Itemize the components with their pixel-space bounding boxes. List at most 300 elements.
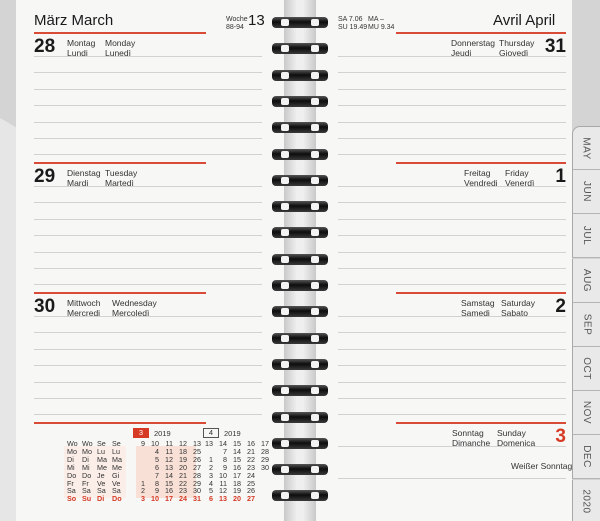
ring-hole xyxy=(311,98,319,105)
mini-cal-day: 6 xyxy=(155,462,159,472)
sun-line-2: SU 19.49 xyxy=(338,24,368,31)
day-name-en: Monday xyxy=(105,38,136,48)
mini-cal-day: 3 xyxy=(141,494,145,504)
ring-hole xyxy=(311,124,319,131)
ring-hole xyxy=(311,229,319,236)
writing-line xyxy=(34,138,262,139)
mini-cal-day-col xyxy=(215,448,227,503)
mini-cal-day: 28 xyxy=(261,447,269,456)
mini-cal-week-number: 15 xyxy=(233,439,241,448)
day-name-de-fr xyxy=(452,428,490,448)
mini-cal-day: 6 xyxy=(209,494,213,504)
mini-cal-day: 1 xyxy=(141,478,145,488)
header-rule-left xyxy=(34,32,206,34)
mini-cal-day: 15 xyxy=(233,454,241,464)
writing-line xyxy=(34,154,262,155)
writing-line xyxy=(338,219,566,220)
moon-line-1: MA – xyxy=(368,16,384,23)
mini-cal-day: 9 xyxy=(155,486,159,496)
writing-line xyxy=(338,202,566,203)
binding-ring xyxy=(272,201,328,212)
month-tab-label: DEC xyxy=(581,445,592,469)
writing-line xyxy=(338,478,566,479)
ring-hole xyxy=(311,414,319,421)
mini-cal-weekday: Me xyxy=(97,462,107,472)
mini-cal-day: 21 xyxy=(179,470,187,480)
ring-hole xyxy=(311,308,319,315)
mini-cal-weekday: Ma xyxy=(97,454,107,464)
mini-cal-day-col xyxy=(161,448,173,503)
writing-line xyxy=(34,89,262,90)
writing-line xyxy=(34,349,262,350)
ring-hole xyxy=(311,440,319,447)
mini-cal-day: 8 xyxy=(155,478,159,488)
mini-cal-year-2: 2019 xyxy=(224,429,241,438)
month-tab-dec[interactable] xyxy=(572,435,600,479)
mini-cal-weekday: Ve xyxy=(112,478,121,488)
mini-cal-day: 4 xyxy=(155,447,159,456)
ring-hole xyxy=(281,45,289,52)
mini-cal-day xyxy=(257,472,269,480)
mini-cal-day: 4 xyxy=(209,478,213,488)
mini-cal-day: 19 xyxy=(233,486,241,496)
mini-cal-weekday: Lu xyxy=(97,447,105,456)
binding-ring xyxy=(272,122,328,133)
day-name-de: Mittwoch xyxy=(67,298,101,308)
binding-ring xyxy=(272,96,328,107)
ring-hole xyxy=(281,72,289,79)
writing-line xyxy=(338,268,566,269)
mini-cal-weekday: Di xyxy=(97,494,105,504)
month-tab-may[interactable] xyxy=(572,126,600,170)
mini-cal-weekday: Ve xyxy=(97,478,106,488)
mini-cal-weekday: Do xyxy=(112,494,122,504)
day-name-it: Mercoledì xyxy=(112,308,150,318)
mini-cal-day: 17 xyxy=(233,470,241,480)
month-tab-label: OCT xyxy=(580,357,592,380)
ring-hole xyxy=(281,177,289,184)
mini-cal-day-col xyxy=(175,448,187,503)
binding-ring xyxy=(272,149,328,160)
writing-line xyxy=(338,332,566,333)
writing-line xyxy=(338,72,566,73)
day-rule-right xyxy=(396,422,566,424)
mini-cal-week-number: 12 xyxy=(179,439,187,448)
mini-cal-day-col xyxy=(147,448,159,503)
day-name-fr: Dimanche xyxy=(452,438,491,448)
day-name-de: Freitag xyxy=(464,168,491,178)
mini-cal-weekday: Sa xyxy=(82,486,91,496)
day-name-en: Thursday xyxy=(499,38,535,48)
mini-cal-weekday: Mi xyxy=(67,462,75,472)
day-number: 28 xyxy=(34,36,56,57)
ring-hole xyxy=(281,98,289,105)
binding-ring xyxy=(272,438,328,449)
ring-hole xyxy=(281,361,289,368)
mini-cal-week-number: 10 xyxy=(151,439,159,448)
binding-ring xyxy=(272,43,328,54)
mini-cal-weekday-col xyxy=(82,448,92,503)
writing-line xyxy=(34,284,262,285)
month-tab-2020[interactable] xyxy=(572,480,600,521)
minical-rule-left xyxy=(34,422,206,424)
day-name-it: Martedì xyxy=(105,178,134,188)
writing-line xyxy=(338,382,566,383)
writing-line xyxy=(34,122,262,123)
day-name-de: Sonntag xyxy=(452,428,484,438)
mini-cal-weekday: Mo xyxy=(82,447,92,456)
mini-cal-day: 23 xyxy=(179,486,187,496)
day-name-de: Donnerstag xyxy=(451,38,495,48)
ring-hole xyxy=(281,124,289,131)
mini-cal-day: 22 xyxy=(247,454,255,464)
writing-line xyxy=(338,252,566,253)
binding-ring xyxy=(272,464,328,475)
mini-cal-weekday-col xyxy=(112,448,122,503)
day-name-en-it xyxy=(499,38,534,58)
writing-line xyxy=(338,105,566,106)
day-name-de-fr xyxy=(67,168,101,188)
month-tab-jul[interactable] xyxy=(572,214,600,258)
mini-cal-day: 16 xyxy=(233,462,241,472)
mini-cal-day: 17 xyxy=(165,494,173,504)
writing-line xyxy=(34,235,262,236)
header-rule-right xyxy=(396,32,566,34)
day-name-en-it xyxy=(505,168,534,188)
ring-hole xyxy=(311,203,319,210)
mini-cal-day: 24 xyxy=(247,470,255,480)
writing-line xyxy=(34,398,262,399)
day-name-fr: Mardi xyxy=(67,178,89,188)
mini-cal-day: 10 xyxy=(151,494,159,504)
mini-cal-day: 13 xyxy=(165,462,173,472)
mini-cal-week-number: 17 xyxy=(261,439,269,448)
week-day-range: 88-94 xyxy=(226,24,244,31)
writing-line xyxy=(34,268,262,269)
mini-cal-day: 27 xyxy=(193,462,201,472)
ring-hole xyxy=(311,177,319,184)
writing-line xyxy=(34,414,262,415)
mini-cal-day xyxy=(257,480,269,488)
week-label-text: Woche xyxy=(226,16,248,23)
mini-cal-weekday: So xyxy=(67,494,77,504)
mini-cal-weekday: Me xyxy=(112,462,122,472)
day-name-it: Sabato xyxy=(501,308,528,318)
month-tab-label: MAY xyxy=(581,136,592,160)
mini-cal-weekday: Di xyxy=(67,454,74,464)
day-name-de: Montag xyxy=(67,38,96,48)
ring-hole xyxy=(311,466,319,473)
ring-hole xyxy=(281,335,289,342)
mini-cal-day: 9 xyxy=(223,462,227,472)
mini-cal-day-col xyxy=(243,448,255,503)
day-name-it: Lunedì xyxy=(105,48,131,58)
day-name-fr: Jeudi xyxy=(451,48,472,58)
mini-cal-day: 13 xyxy=(219,494,227,504)
month-tabs xyxy=(572,0,600,521)
ring-hole xyxy=(281,308,289,315)
ring-hole xyxy=(281,203,289,210)
mini-cal-day: 28 xyxy=(193,470,201,480)
writing-line xyxy=(338,89,566,90)
day-name-en-it xyxy=(497,428,535,448)
month-tab-jun[interactable] xyxy=(572,170,600,214)
day-name-de-fr xyxy=(461,298,495,318)
mini-cal-day: 5 xyxy=(155,454,159,464)
day-name-en-it xyxy=(501,298,535,318)
mini-cal-day: 18 xyxy=(179,447,187,456)
ring-hole xyxy=(281,151,289,158)
day-name-de: Samstag xyxy=(461,298,495,308)
moon-line-2: MU 9.34 xyxy=(368,24,395,31)
mini-cal-weekday: Sa xyxy=(67,486,76,496)
ring-hole xyxy=(311,387,319,394)
mini-cal-col-header: Wo xyxy=(82,439,93,448)
mini-cal-day: 14 xyxy=(165,470,173,480)
mini-cal-day: 11 xyxy=(165,447,173,456)
mini-cal-weekday: Di xyxy=(82,454,89,464)
day-name-fr: Samedi xyxy=(461,308,490,318)
mini-cal-col-header: Se xyxy=(112,439,121,448)
mini-cal-week-number: 14 xyxy=(219,439,227,448)
binding-ring xyxy=(272,333,328,344)
writing-line xyxy=(34,332,262,333)
ring-hole xyxy=(311,151,319,158)
ring-hole xyxy=(281,19,289,26)
mini-cal-week-number: 13 xyxy=(193,439,201,448)
day-number: 3 xyxy=(555,426,566,447)
mini-cal-day: 19 xyxy=(179,454,187,464)
mini-cal-day: 7 xyxy=(223,447,227,456)
day-name-it: Venerdì xyxy=(505,178,535,188)
mini-cal-day: 12 xyxy=(219,486,227,496)
mini-cal-weekday-col xyxy=(67,448,77,503)
day-rule-left xyxy=(34,162,206,164)
mini-cal-day: 16 xyxy=(165,486,173,496)
day-number: 31 xyxy=(544,36,566,57)
mini-cal-day: 29 xyxy=(261,454,269,464)
month-tab-oct[interactable] xyxy=(572,347,600,391)
mini-cal-day: 23 xyxy=(247,462,255,472)
mini-cal-day: 31 xyxy=(193,494,201,504)
ring-hole xyxy=(281,282,289,289)
mini-cal-week-number: 13 xyxy=(205,439,213,448)
day-name-it: Domenica xyxy=(497,438,536,448)
day-name-en-it xyxy=(105,168,137,188)
writing-line xyxy=(34,252,262,253)
day-name-de-fr xyxy=(67,38,95,58)
mini-cal-day: 30 xyxy=(193,486,201,496)
month-title-left: März March xyxy=(34,12,114,29)
moon-info xyxy=(368,16,394,32)
mini-cal-day: 29 xyxy=(193,478,201,488)
month-tab-sep[interactable] xyxy=(572,303,600,347)
binding-ring xyxy=(272,359,328,370)
mini-cal-weekday: Sa xyxy=(97,486,106,496)
mini-cal-weekday: Fr xyxy=(67,478,74,488)
mini-cal-day: 15 xyxy=(165,478,173,488)
writing-line xyxy=(338,154,566,155)
mini-cal-week-number: 11 xyxy=(165,439,173,448)
writing-line xyxy=(338,122,566,123)
day-name-en: Friday xyxy=(505,168,529,178)
week-label xyxy=(226,16,248,32)
mini-cal-day: 12 xyxy=(165,454,173,464)
mini-cal-day: 27 xyxy=(247,494,255,504)
mini-cal-day: 3 xyxy=(209,470,213,480)
month-tab-label: JUL xyxy=(580,226,592,246)
ring-hole xyxy=(311,19,319,26)
writing-line xyxy=(34,202,262,203)
mini-cal-day-col xyxy=(201,448,213,503)
mini-cal-day: 30 xyxy=(261,462,269,472)
mini-cal-day xyxy=(133,456,145,464)
writing-line xyxy=(34,382,262,383)
mini-cal-week-number: 9 xyxy=(141,439,145,448)
day-name-fr: Vendredi xyxy=(464,178,498,188)
week-number: 13 xyxy=(248,12,265,29)
binding-ring xyxy=(272,385,328,396)
mini-cal-day: 8 xyxy=(223,454,227,464)
mini-cal-col-header: Wo xyxy=(67,439,78,448)
mini-cal-day: 1 xyxy=(209,454,213,464)
writing-line xyxy=(338,284,566,285)
day-name-fr: Mercredi xyxy=(67,308,101,318)
binding-ring xyxy=(272,175,328,186)
mini-cal-weekday: Do xyxy=(67,470,77,480)
mini-cal-day: 20 xyxy=(179,462,187,472)
day-name-fr: Lundi xyxy=(67,48,88,58)
mini-cal-day: 2 xyxy=(209,462,213,472)
mini-cal-day: 5 xyxy=(209,486,213,496)
ring-hole xyxy=(311,256,319,263)
mini-cal-month-badge-4: 4 xyxy=(203,428,219,438)
day-number: 1 xyxy=(555,166,566,187)
ring-hole xyxy=(281,414,289,421)
writing-line xyxy=(34,72,262,73)
month-tab-label: AUG xyxy=(580,268,592,292)
mini-cal-day: 25 xyxy=(193,447,201,456)
day-number: 30 xyxy=(34,296,56,317)
day-name-de: Dienstag xyxy=(67,168,101,178)
ring-hole xyxy=(281,256,289,263)
mini-cal-day: 11 xyxy=(219,478,227,488)
month-tab-label: SEP xyxy=(580,313,592,336)
binding-ring xyxy=(272,17,328,28)
mini-cal-weekday: Sa xyxy=(112,486,121,496)
ring-hole xyxy=(311,45,319,52)
mini-cal-day xyxy=(133,464,145,472)
month-tab-nov[interactable] xyxy=(572,391,600,435)
ring-hole xyxy=(311,492,319,499)
mini-cal-day-col xyxy=(257,448,269,503)
binding-ring xyxy=(272,254,328,265)
ring-hole xyxy=(281,492,289,499)
mini-cal-weekday: Gi xyxy=(112,470,120,480)
ring-hole xyxy=(281,229,289,236)
ring-hole xyxy=(311,361,319,368)
mini-cal-day: 22 xyxy=(179,478,187,488)
binding-ring xyxy=(272,227,328,238)
writing-line xyxy=(34,105,262,106)
mini-cal-day: 26 xyxy=(247,486,255,496)
mini-cal-day: 21 xyxy=(247,447,255,456)
writing-line xyxy=(338,349,566,350)
day-name-de-fr xyxy=(464,168,498,188)
day-name-en-it xyxy=(105,38,135,58)
day-name-it: Giovedì xyxy=(499,48,529,58)
ring-hole xyxy=(311,335,319,342)
mini-cal-weekday: Do xyxy=(82,470,92,480)
day-name-de-fr xyxy=(451,38,495,58)
day-name-en: Wednesday xyxy=(112,298,157,308)
month-tab-label: 2020 xyxy=(581,488,592,514)
mini-cal-day: 14 xyxy=(233,447,241,456)
day-number: 2 xyxy=(555,296,566,317)
ring-hole xyxy=(281,466,289,473)
ring-hole xyxy=(281,387,289,394)
ring-hole xyxy=(311,282,319,289)
day-rule-left xyxy=(34,292,206,294)
writing-line xyxy=(34,219,262,220)
mini-cal-weekday: Mi xyxy=(82,462,90,472)
mini-cal-day: 18 xyxy=(233,478,241,488)
month-tab-aug[interactable] xyxy=(572,259,600,303)
writing-line xyxy=(34,365,262,366)
mini-cal-weekday-col xyxy=(97,448,107,503)
binding-ring xyxy=(272,280,328,291)
mini-cal-day: 25 xyxy=(247,478,255,488)
binding-ring xyxy=(272,490,328,501)
mini-cal-day xyxy=(257,487,269,495)
mini-cal-day xyxy=(133,448,145,456)
writing-line xyxy=(338,414,566,415)
mini-cal-day xyxy=(257,495,269,503)
mini-cal-day-col xyxy=(133,448,145,503)
ring-hole xyxy=(311,72,319,79)
day-name-en-it xyxy=(112,298,157,318)
mini-cal-weekday: Mo xyxy=(67,447,77,456)
mini-cal-month-badge-3: 3 xyxy=(133,428,149,438)
binding-ring xyxy=(272,306,328,317)
mini-cal-weekday: Je xyxy=(97,470,105,480)
month-tab-label: NOV xyxy=(580,401,592,425)
month-title-right: Avril April xyxy=(493,12,556,29)
mini-cal-weekday: Fr xyxy=(82,478,89,488)
month-tab-label: JUN xyxy=(580,181,592,203)
writing-line xyxy=(338,365,566,366)
day-number: 29 xyxy=(34,166,56,187)
mini-cal-day: 20 xyxy=(233,494,241,504)
day-name-de-fr xyxy=(67,298,101,318)
mini-cal-day: 2 xyxy=(141,486,145,496)
mini-cal-weekday: Su xyxy=(82,494,92,504)
mini-cal-day-col xyxy=(189,448,201,503)
mini-cal-year-1: 2019 xyxy=(154,429,171,438)
holiday-note: Weißer Sonntag xyxy=(511,461,573,471)
day-name-en: Saturday xyxy=(501,298,536,308)
ring-hole xyxy=(281,440,289,447)
mini-cal-day: 24 xyxy=(179,494,187,504)
writing-line xyxy=(338,235,566,236)
mini-cal-day-col xyxy=(229,448,241,503)
mini-cal-col-header: Se xyxy=(97,439,106,448)
binding-ring xyxy=(272,70,328,81)
mini-cal-day: 26 xyxy=(193,454,201,464)
writing-line xyxy=(338,398,566,399)
mini-cal-weekday: Ma xyxy=(112,454,122,464)
binding-ring xyxy=(272,412,328,423)
